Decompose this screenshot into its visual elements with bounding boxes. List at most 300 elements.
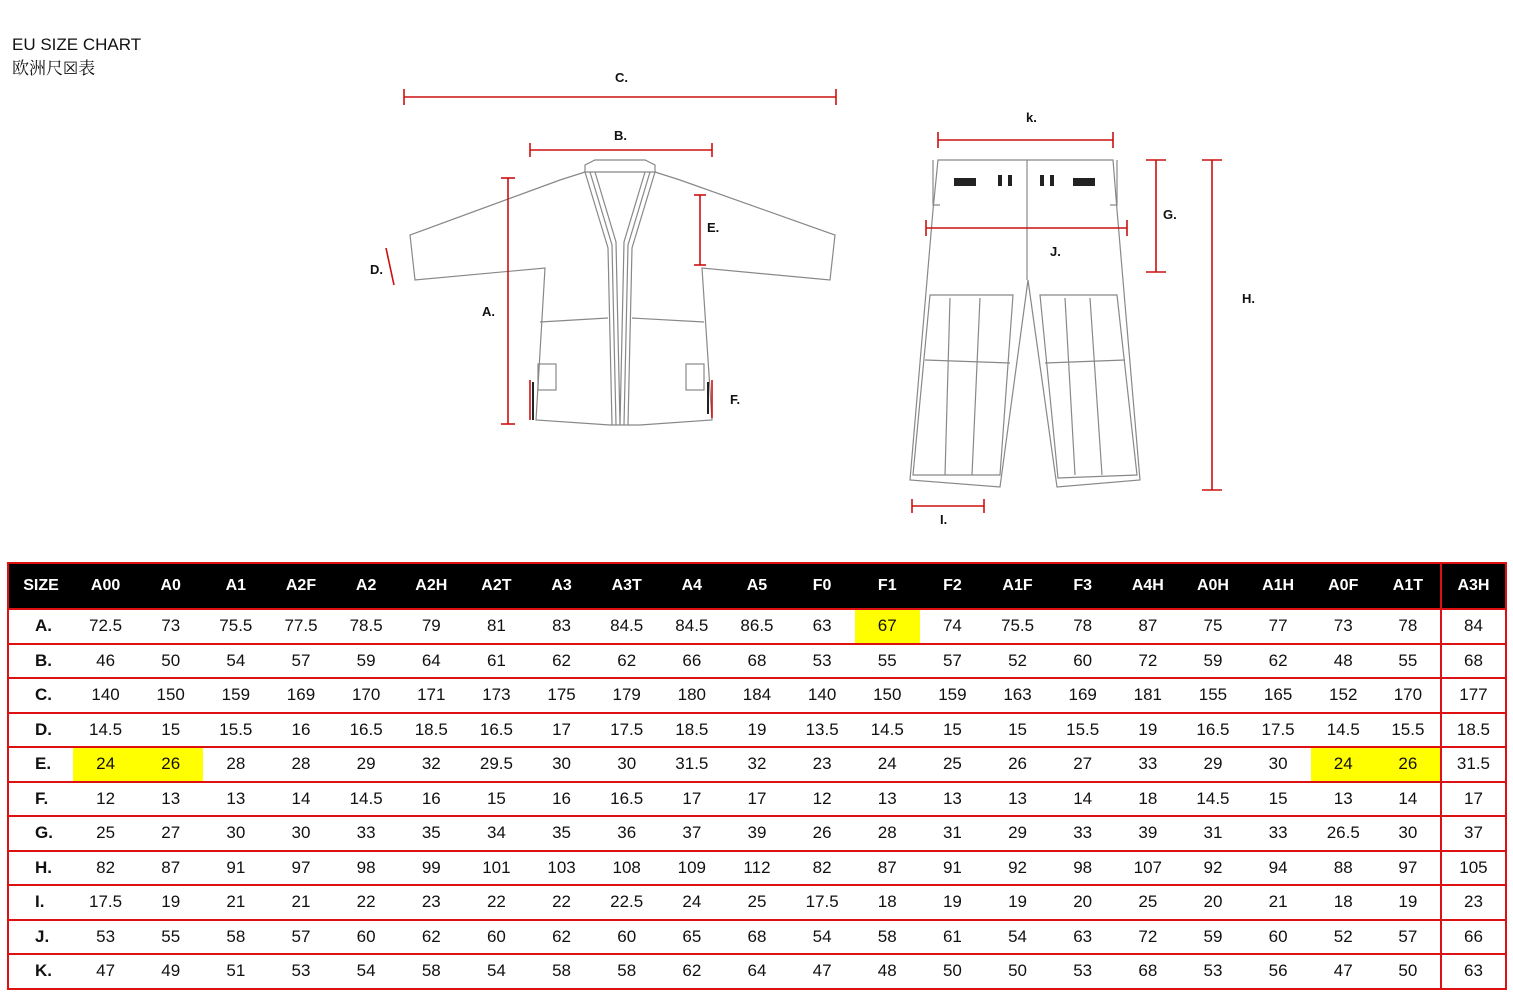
table-row bbox=[8, 609, 1506, 644]
table-cell: 53 bbox=[73, 920, 138, 955]
table-cell: 62 bbox=[1246, 644, 1311, 679]
table-cell: 16 bbox=[529, 782, 594, 817]
table-cell: 37 bbox=[659, 816, 724, 851]
table-cell: 28 bbox=[203, 747, 268, 782]
table-cell: 18.5 bbox=[399, 713, 464, 748]
table-cell: 23 bbox=[1441, 885, 1506, 920]
table-cell: 65 bbox=[659, 920, 724, 955]
table-cell: 22 bbox=[529, 885, 594, 920]
table-cell: 58 bbox=[203, 920, 268, 955]
table-cell: 55 bbox=[1376, 644, 1441, 679]
table-cell: 31.5 bbox=[1441, 747, 1506, 782]
table-cell: 184 bbox=[724, 678, 789, 713]
size-header-a5: A5 bbox=[724, 563, 789, 609]
table-cell: 13 bbox=[985, 782, 1050, 817]
table-cell: 26 bbox=[985, 747, 1050, 782]
table-cell: 84.5 bbox=[659, 609, 724, 644]
table-cell: 17.5 bbox=[73, 885, 138, 920]
table-cell: 15 bbox=[138, 713, 203, 748]
table-cell: 54 bbox=[334, 954, 399, 989]
table-cell: 92 bbox=[1180, 851, 1245, 886]
row-label: D. bbox=[8, 713, 73, 748]
table-cell: 179 bbox=[594, 678, 659, 713]
table-cell: 15 bbox=[1246, 782, 1311, 817]
table-cell: 62 bbox=[529, 920, 594, 955]
table-cell: 98 bbox=[1050, 851, 1115, 886]
size-table-wrap bbox=[7, 562, 1505, 990]
table-cell: 78 bbox=[1050, 609, 1115, 644]
size-table bbox=[7, 562, 1507, 990]
size-header-a1f: A1F bbox=[985, 563, 1050, 609]
table-cell: 55 bbox=[138, 920, 203, 955]
table-cell: 22 bbox=[334, 885, 399, 920]
pants-drawing bbox=[910, 160, 1140, 487]
table-cell: 30 bbox=[1376, 816, 1441, 851]
table-cell: 28 bbox=[855, 816, 920, 851]
table-cell: 68 bbox=[1115, 954, 1180, 989]
table-cell: 170 bbox=[1376, 678, 1441, 713]
table-cell: 17 bbox=[724, 782, 789, 817]
table-cell: 29.5 bbox=[464, 747, 529, 782]
table-cell: 109 bbox=[659, 851, 724, 886]
table-cell: 84.5 bbox=[594, 609, 659, 644]
table-cell: 47 bbox=[73, 954, 138, 989]
size-header-a2f: A2F bbox=[268, 563, 333, 609]
table-cell: 68 bbox=[724, 644, 789, 679]
table-cell: 14.5 bbox=[1180, 782, 1245, 817]
table-cell: 61 bbox=[920, 920, 985, 955]
table-cell: 59 bbox=[334, 644, 399, 679]
size-table-body bbox=[8, 609, 1506, 989]
table-cell: 30 bbox=[268, 816, 333, 851]
table-cell: 78.5 bbox=[334, 609, 399, 644]
table-cell: 18.5 bbox=[659, 713, 724, 748]
pants-belt-loops bbox=[954, 175, 1095, 186]
table-cell: 53 bbox=[1180, 954, 1245, 989]
table-cell: 97 bbox=[268, 851, 333, 886]
label-f: F. bbox=[730, 392, 741, 407]
table-cell: 64 bbox=[724, 954, 789, 989]
size-header-a1h: A1H bbox=[1246, 563, 1311, 609]
table-cell: 36 bbox=[594, 816, 659, 851]
table-cell: 67 bbox=[855, 609, 920, 644]
table-cell: 33 bbox=[1050, 816, 1115, 851]
table-cell: 53 bbox=[268, 954, 333, 989]
label-h: H. bbox=[1242, 291, 1255, 306]
table-cell: 55 bbox=[855, 644, 920, 679]
table-cell: 91 bbox=[203, 851, 268, 886]
table-cell: 173 bbox=[464, 678, 529, 713]
table-cell: 17.5 bbox=[790, 885, 855, 920]
table-cell: 180 bbox=[659, 678, 724, 713]
table-cell: 15.5 bbox=[203, 713, 268, 748]
table-cell: 101 bbox=[464, 851, 529, 886]
table-cell: 18 bbox=[855, 885, 920, 920]
table-cell: 14.5 bbox=[334, 782, 399, 817]
table-cell: 35 bbox=[399, 816, 464, 851]
table-cell: 140 bbox=[790, 678, 855, 713]
table-cell: 46 bbox=[73, 644, 138, 679]
table-cell: 30 bbox=[1246, 747, 1311, 782]
table-cell: 14.5 bbox=[73, 713, 138, 748]
table-cell: 103 bbox=[529, 851, 594, 886]
table-cell: 58 bbox=[399, 954, 464, 989]
table-cell: 87 bbox=[1115, 609, 1180, 644]
label-i: I. bbox=[940, 512, 948, 527]
table-cell: 32 bbox=[399, 747, 464, 782]
row-label: K. bbox=[8, 954, 73, 989]
table-cell: 19 bbox=[724, 713, 789, 748]
table-row bbox=[8, 678, 1506, 713]
table-row bbox=[8, 644, 1506, 679]
table-cell: 33 bbox=[334, 816, 399, 851]
table-cell: 59 bbox=[1180, 644, 1245, 679]
table-cell: 13 bbox=[203, 782, 268, 817]
table-cell: 170 bbox=[334, 678, 399, 713]
table-cell: 26 bbox=[138, 747, 203, 782]
label-b: B. bbox=[614, 128, 627, 143]
size-header-a0: A0 bbox=[138, 563, 203, 609]
table-cell: 54 bbox=[203, 644, 268, 679]
table-row bbox=[8, 885, 1506, 920]
table-cell: 16.5 bbox=[464, 713, 529, 748]
table-cell: 34 bbox=[464, 816, 529, 851]
table-cell: 73 bbox=[1311, 609, 1376, 644]
table-cell: 50 bbox=[920, 954, 985, 989]
size-header-a00: A00 bbox=[73, 563, 138, 609]
table-cell: 82 bbox=[790, 851, 855, 886]
table-cell: 23 bbox=[790, 747, 855, 782]
table-cell: 175 bbox=[529, 678, 594, 713]
table-cell: 81 bbox=[464, 609, 529, 644]
table-cell: 35 bbox=[529, 816, 594, 851]
label-g: G. bbox=[1163, 207, 1177, 222]
table-cell: 15 bbox=[920, 713, 985, 748]
size-header-a0f: A0F bbox=[1311, 563, 1376, 609]
table-cell: 60 bbox=[1246, 920, 1311, 955]
table-cell: 25 bbox=[73, 816, 138, 851]
label-d: D. bbox=[370, 262, 383, 277]
table-cell: 20 bbox=[1050, 885, 1115, 920]
table-cell: 108 bbox=[594, 851, 659, 886]
table-cell: 54 bbox=[790, 920, 855, 955]
table-cell: 30 bbox=[594, 747, 659, 782]
table-cell: 57 bbox=[268, 920, 333, 955]
table-cell: 169 bbox=[268, 678, 333, 713]
table-cell: 12 bbox=[73, 782, 138, 817]
table-cell: 62 bbox=[659, 954, 724, 989]
size-header-a0h: A0H bbox=[1180, 563, 1245, 609]
table-cell: 25 bbox=[1115, 885, 1180, 920]
table-cell: 32 bbox=[724, 747, 789, 782]
table-row bbox=[8, 782, 1506, 817]
table-cell: 84 bbox=[1441, 609, 1506, 644]
label-a: A. bbox=[482, 304, 495, 319]
table-cell: 33 bbox=[1115, 747, 1180, 782]
table-cell: 54 bbox=[464, 954, 529, 989]
label-k: k. bbox=[1026, 110, 1037, 125]
label-c: C. bbox=[615, 70, 628, 85]
table-cell: 75.5 bbox=[203, 609, 268, 644]
row-label: F. bbox=[8, 782, 73, 817]
table-cell: 14.5 bbox=[1311, 713, 1376, 748]
table-cell: 105 bbox=[1441, 851, 1506, 886]
title-cn: 欧洲尺☒表 bbox=[12, 59, 96, 78]
table-cell: 18 bbox=[1115, 782, 1180, 817]
table-cell: 72 bbox=[1115, 644, 1180, 679]
table-cell: 13 bbox=[1311, 782, 1376, 817]
size-header-row bbox=[8, 563, 1506, 609]
table-cell: 169 bbox=[1050, 678, 1115, 713]
table-cell: 49 bbox=[138, 954, 203, 989]
table-cell: 150 bbox=[138, 678, 203, 713]
table-cell: 54 bbox=[985, 920, 1050, 955]
table-cell: 19 bbox=[138, 885, 203, 920]
table-cell: 177 bbox=[1441, 678, 1506, 713]
table-row bbox=[8, 816, 1506, 851]
table-cell: 21 bbox=[268, 885, 333, 920]
table-row bbox=[8, 713, 1506, 748]
size-header-a2: A2 bbox=[334, 563, 399, 609]
table-cell: 15.5 bbox=[1376, 713, 1441, 748]
table-cell: 13.5 bbox=[790, 713, 855, 748]
table-row bbox=[8, 920, 1506, 955]
table-cell: 31.5 bbox=[659, 747, 724, 782]
table-cell: 29 bbox=[985, 816, 1050, 851]
table-cell: 19 bbox=[920, 885, 985, 920]
table-cell: 27 bbox=[138, 816, 203, 851]
table-cell: 28 bbox=[268, 747, 333, 782]
corner-cell: SIZE bbox=[8, 563, 73, 609]
table-cell: 17 bbox=[529, 713, 594, 748]
size-header-a3t: A3T bbox=[594, 563, 659, 609]
size-header-a3h: A3H bbox=[1441, 563, 1506, 609]
row-label: I. bbox=[8, 885, 73, 920]
table-cell: 62 bbox=[594, 644, 659, 679]
table-cell: 14 bbox=[1050, 782, 1115, 817]
table-cell: 171 bbox=[399, 678, 464, 713]
size-header-f3: F3 bbox=[1050, 563, 1115, 609]
table-cell: 16 bbox=[268, 713, 333, 748]
row-label: B. bbox=[8, 644, 73, 679]
table-cell: 152 bbox=[1311, 678, 1376, 713]
table-cell: 23 bbox=[399, 885, 464, 920]
table-cell: 163 bbox=[985, 678, 1050, 713]
table-cell: 15 bbox=[464, 782, 529, 817]
table-cell: 159 bbox=[920, 678, 985, 713]
table-cell: 16.5 bbox=[1180, 713, 1245, 748]
table-cell: 57 bbox=[920, 644, 985, 679]
table-cell: 60 bbox=[464, 920, 529, 955]
table-cell: 27 bbox=[1050, 747, 1115, 782]
table-cell: 94 bbox=[1246, 851, 1311, 886]
table-cell: 99 bbox=[399, 851, 464, 886]
size-header-a4h: A4H bbox=[1115, 563, 1180, 609]
table-cell: 66 bbox=[659, 644, 724, 679]
table-cell: 58 bbox=[855, 920, 920, 955]
size-header-f0: F0 bbox=[790, 563, 855, 609]
table-cell: 155 bbox=[1180, 678, 1245, 713]
table-cell: 88 bbox=[1311, 851, 1376, 886]
table-cell: 72 bbox=[1115, 920, 1180, 955]
table-cell: 15 bbox=[985, 713, 1050, 748]
table-cell: 16.5 bbox=[334, 713, 399, 748]
table-cell: 62 bbox=[399, 920, 464, 955]
size-header-a1t: A1T bbox=[1376, 563, 1441, 609]
table-cell: 91 bbox=[920, 851, 985, 886]
table-cell: 39 bbox=[724, 816, 789, 851]
table-cell: 50 bbox=[1376, 954, 1441, 989]
table-cell: 19 bbox=[1115, 713, 1180, 748]
size-header-f1: F1 bbox=[855, 563, 920, 609]
table-cell: 181 bbox=[1115, 678, 1180, 713]
table-cell: 57 bbox=[268, 644, 333, 679]
table-cell: 39 bbox=[1115, 816, 1180, 851]
table-cell: 13 bbox=[920, 782, 985, 817]
table-cell: 92 bbox=[985, 851, 1050, 886]
table-cell: 14 bbox=[1376, 782, 1441, 817]
size-header-f2: F2 bbox=[920, 563, 985, 609]
table-cell: 33 bbox=[1246, 816, 1311, 851]
table-cell: 19 bbox=[1376, 885, 1441, 920]
size-header-a3: A3 bbox=[529, 563, 594, 609]
label-j: J. bbox=[1050, 244, 1061, 259]
table-cell: 47 bbox=[1311, 954, 1376, 989]
table-row bbox=[8, 954, 1506, 989]
table-cell: 14 bbox=[268, 782, 333, 817]
table-cell: 17.5 bbox=[594, 713, 659, 748]
table-cell: 112 bbox=[724, 851, 789, 886]
table-cell: 97 bbox=[1376, 851, 1441, 886]
table-cell: 48 bbox=[855, 954, 920, 989]
row-label: C. bbox=[8, 678, 73, 713]
table-cell: 29 bbox=[334, 747, 399, 782]
table-cell: 31 bbox=[1180, 816, 1245, 851]
table-cell: 63 bbox=[1441, 954, 1506, 989]
table-cell: 82 bbox=[73, 851, 138, 886]
table-cell: 66 bbox=[1441, 920, 1506, 955]
table-cell: 61 bbox=[464, 644, 529, 679]
table-cell: 72.5 bbox=[73, 609, 138, 644]
title-en: EU SIZE CHART bbox=[12, 35, 142, 54]
table-cell: 63 bbox=[1050, 920, 1115, 955]
row-label: J. bbox=[8, 920, 73, 955]
table-cell: 75 bbox=[1180, 609, 1245, 644]
table-cell: 25 bbox=[724, 885, 789, 920]
table-cell: 50 bbox=[985, 954, 1050, 989]
row-label: A. bbox=[8, 609, 73, 644]
table-cell: 56 bbox=[1246, 954, 1311, 989]
table-cell: 58 bbox=[594, 954, 659, 989]
table-cell: 17 bbox=[1441, 782, 1506, 817]
table-cell: 16 bbox=[399, 782, 464, 817]
table-cell: 26.5 bbox=[1311, 816, 1376, 851]
table-cell: 140 bbox=[73, 678, 138, 713]
table-cell: 24 bbox=[73, 747, 138, 782]
table-cell: 21 bbox=[203, 885, 268, 920]
table-cell: 87 bbox=[138, 851, 203, 886]
table-cell: 24 bbox=[659, 885, 724, 920]
table-cell: 29 bbox=[1180, 747, 1245, 782]
size-header-a2t: A2T bbox=[464, 563, 529, 609]
table-cell: 13 bbox=[138, 782, 203, 817]
table-cell: 47 bbox=[790, 954, 855, 989]
table-cell: 53 bbox=[790, 644, 855, 679]
row-label: H. bbox=[8, 851, 73, 886]
table-cell: 14.5 bbox=[855, 713, 920, 748]
table-cell: 60 bbox=[1050, 644, 1115, 679]
table-row bbox=[8, 851, 1506, 886]
table-cell: 87 bbox=[855, 851, 920, 886]
table-cell: 57 bbox=[1376, 920, 1441, 955]
table-cell: 30 bbox=[529, 747, 594, 782]
table-cell: 37 bbox=[1441, 816, 1506, 851]
table-cell: 30 bbox=[203, 816, 268, 851]
table-cell: 58 bbox=[529, 954, 594, 989]
measure-lines bbox=[386, 89, 1222, 513]
row-label: E. bbox=[8, 747, 73, 782]
jacket-drawing bbox=[410, 160, 835, 425]
table-cell: 60 bbox=[334, 920, 399, 955]
table-cell: 16.5 bbox=[594, 782, 659, 817]
table-cell: 75.5 bbox=[985, 609, 1050, 644]
table-cell: 59 bbox=[1180, 920, 1245, 955]
table-cell: 26 bbox=[1376, 747, 1441, 782]
size-header-a4: A4 bbox=[659, 563, 724, 609]
table-cell: 64 bbox=[399, 644, 464, 679]
table-cell: 62 bbox=[529, 644, 594, 679]
table-cell: 53 bbox=[1050, 954, 1115, 989]
table-cell: 24 bbox=[855, 747, 920, 782]
table-cell: 17.5 bbox=[1246, 713, 1311, 748]
label-e: E. bbox=[707, 220, 720, 235]
table-cell: 22 bbox=[464, 885, 529, 920]
table-cell: 77 bbox=[1246, 609, 1311, 644]
table-cell: 68 bbox=[724, 920, 789, 955]
table-row bbox=[8, 747, 1506, 782]
table-cell: 107 bbox=[1115, 851, 1180, 886]
table-cell: 48 bbox=[1311, 644, 1376, 679]
table-cell: 21 bbox=[1246, 885, 1311, 920]
table-cell: 60 bbox=[594, 920, 659, 955]
table-cell: 50 bbox=[138, 644, 203, 679]
table-cell: 20 bbox=[1180, 885, 1245, 920]
table-cell: 78 bbox=[1376, 609, 1441, 644]
table-cell: 159 bbox=[203, 678, 268, 713]
table-cell: 52 bbox=[985, 644, 1050, 679]
table-cell: 63 bbox=[790, 609, 855, 644]
table-cell: 74 bbox=[920, 609, 985, 644]
table-cell: 83 bbox=[529, 609, 594, 644]
table-cell: 19 bbox=[985, 885, 1050, 920]
table-cell: 98 bbox=[334, 851, 399, 886]
table-cell: 13 bbox=[855, 782, 920, 817]
table-cell: 15.5 bbox=[1050, 713, 1115, 748]
table-cell: 18 bbox=[1311, 885, 1376, 920]
row-label: G. bbox=[8, 816, 73, 851]
table-cell: 18.5 bbox=[1441, 713, 1506, 748]
table-cell: 165 bbox=[1246, 678, 1311, 713]
table-cell: 31 bbox=[920, 816, 985, 851]
table-cell: 17 bbox=[659, 782, 724, 817]
table-cell: 26 bbox=[790, 816, 855, 851]
table-cell: 52 bbox=[1311, 920, 1376, 955]
measure-labels bbox=[370, 70, 1255, 527]
size-header-a2h: A2H bbox=[399, 563, 464, 609]
table-cell: 22.5 bbox=[594, 885, 659, 920]
table-cell: 51 bbox=[203, 954, 268, 989]
table-cell: 86.5 bbox=[724, 609, 789, 644]
